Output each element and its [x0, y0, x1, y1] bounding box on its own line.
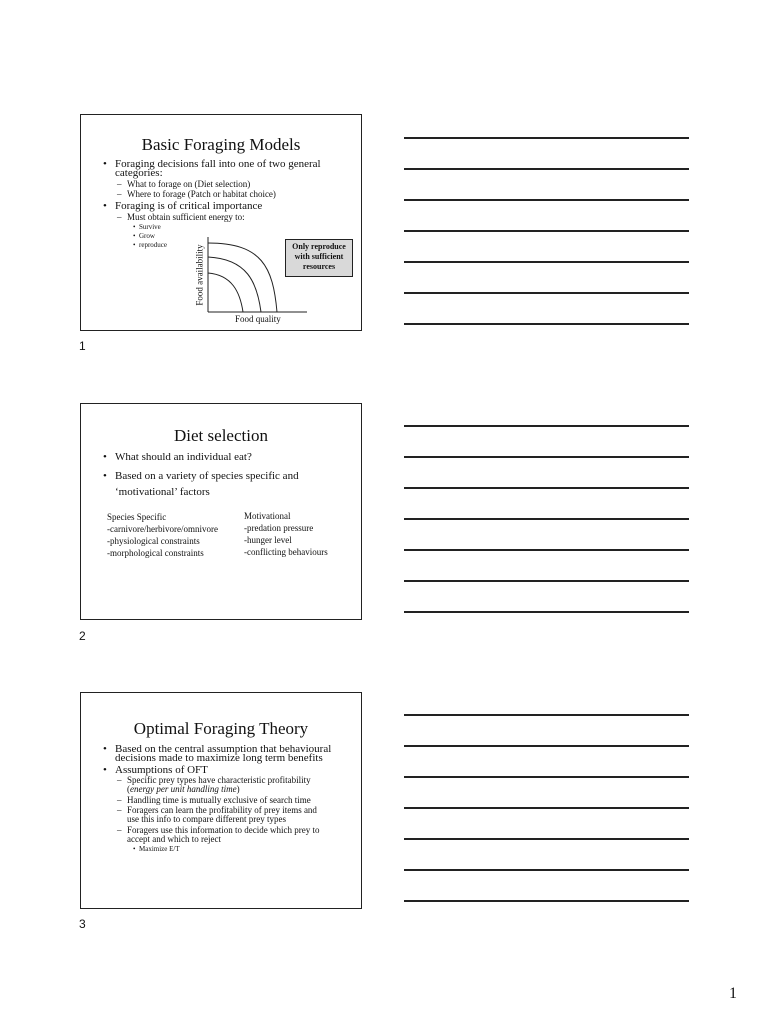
- bullet-text: categories:: [115, 167, 163, 179]
- note-line: [404, 137, 689, 139]
- note-line: [404, 745, 689, 747]
- note-line: [404, 776, 689, 778]
- motivational-item: -conflicting behaviours: [244, 547, 328, 557]
- note-line: [404, 714, 689, 716]
- note-line: [404, 261, 689, 263]
- dash-icon: –: [117, 212, 122, 222]
- species-specific-item: -morphological constraints: [107, 548, 204, 558]
- note-line: [404, 199, 689, 201]
- sub-bullet-text: use this info to compare different prey types: [127, 814, 287, 824]
- bullet-icon: •: [133, 232, 136, 240]
- sub-bullet-text: Handling time is mutually exclusive of search time: [127, 795, 311, 805]
- curve-middle: [208, 257, 261, 312]
- note-line: [404, 230, 689, 232]
- dash-icon: –: [117, 805, 122, 815]
- sub-bullet-text: Foragers can learn the profitability of prey items and: [127, 805, 317, 815]
- note-line: [404, 487, 689, 489]
- species-specific-item: -carnivore/herbivore/omnivore: [107, 524, 218, 534]
- bullet-text: Assumptions of OFT: [115, 764, 208, 776]
- callout-line: Only reproduce: [292, 242, 346, 251]
- sub-sub-bullet-text: Survive: [139, 223, 161, 231]
- slide-number: 1: [79, 339, 86, 353]
- curve-inner: [208, 273, 243, 312]
- dash-icon: –: [117, 825, 122, 835]
- slide-title: Basic Foraging Models: [141, 135, 301, 154]
- note-line: [404, 168, 689, 170]
- species-specific-item: -physiological constraints: [107, 536, 200, 546]
- note-line: [404, 838, 689, 840]
- bullet-icon: •: [133, 241, 136, 249]
- note-line: [404, 807, 689, 809]
- note-line: [404, 425, 689, 427]
- callout-line: resources: [302, 262, 336, 271]
- bullet-text: decisions made to maximize long term benefits: [115, 752, 323, 764]
- slide-2: [80, 403, 362, 620]
- slide-3: [80, 692, 362, 909]
- sub-sub-bullet-text: Maximize E/T: [139, 845, 180, 853]
- note-line: [404, 869, 689, 871]
- dash-icon: –: [117, 179, 122, 189]
- bullet-text: Based on a variety of species specific and: [115, 470, 299, 482]
- sub-bullet-text-cont: (energy per unit handling time): [127, 784, 240, 794]
- bullet-icon: •: [103, 743, 107, 755]
- callout-line: with sufficient: [294, 252, 344, 261]
- note-line: [404, 323, 689, 325]
- slide-title: Diet selection: [174, 426, 268, 445]
- sub-bullet-text: Specific prey types have characteristic profitability: [127, 775, 311, 785]
- bullet-icon: •: [103, 470, 107, 482]
- bullet-icon: •: [103, 158, 107, 170]
- bullet-text: Foraging decisions fall into one of two general: [115, 158, 321, 170]
- callout-box: [285, 239, 353, 277]
- dash-icon: –: [117, 189, 122, 199]
- slide-1: [80, 114, 362, 331]
- sub-bullet-text: Must obtain sufficient energy to:: [127, 212, 245, 222]
- sub-bullet-text: Foragers use this information to decide which prey to: [127, 825, 320, 835]
- bullet-icon: •: [103, 451, 107, 463]
- dash-icon: –: [117, 775, 122, 785]
- x-axis-label: Food quality: [235, 314, 281, 324]
- bullet-text: Foraging is of critical importance: [115, 200, 263, 212]
- sub-sub-bullet-text: reproduce: [139, 241, 167, 249]
- note-line: [404, 456, 689, 458]
- bullet-icon: •: [103, 200, 107, 212]
- slide-number: 3: [79, 917, 86, 931]
- bullet-text: What should an individual eat?: [115, 451, 252, 463]
- bullet-icon: •: [133, 845, 136, 853]
- slide-number: 2: [79, 629, 86, 643]
- note-line: [404, 518, 689, 520]
- note-line: [404, 580, 689, 582]
- note-line: [404, 292, 689, 294]
- species-specific-heading: Species Specific: [107, 512, 167, 522]
- motivational-item: -hunger level: [244, 535, 292, 545]
- sub-sub-bullet-text: Grow: [139, 232, 155, 240]
- note-line: [404, 611, 689, 613]
- bullet-icon: •: [133, 223, 136, 231]
- bullet-text: ‘motivational’ factors: [115, 486, 210, 498]
- bullet-text: Based on the central assumption that behavioural: [115, 743, 332, 755]
- note-line: [404, 549, 689, 551]
- curve-outer: [208, 243, 277, 312]
- sub-bullet-text: accept and which to reject: [127, 834, 221, 844]
- dash-icon: –: [117, 795, 122, 805]
- motivational-item: -predation pressure: [244, 523, 314, 533]
- note-line: [404, 900, 689, 902]
- y-axis-label: Food availability: [194, 244, 205, 306]
- motivational-heading: Motivational: [244, 511, 291, 521]
- sub-bullet-text: Where to forage (Patch or habitat choice): [127, 189, 276, 199]
- slide-title: Optimal Foraging Theory: [133, 719, 309, 738]
- bullet-icon: •: [103, 764, 107, 776]
- page-number: 1: [729, 985, 737, 1002]
- sub-bullet-text: What to forage on (Diet selection): [127, 179, 251, 189]
